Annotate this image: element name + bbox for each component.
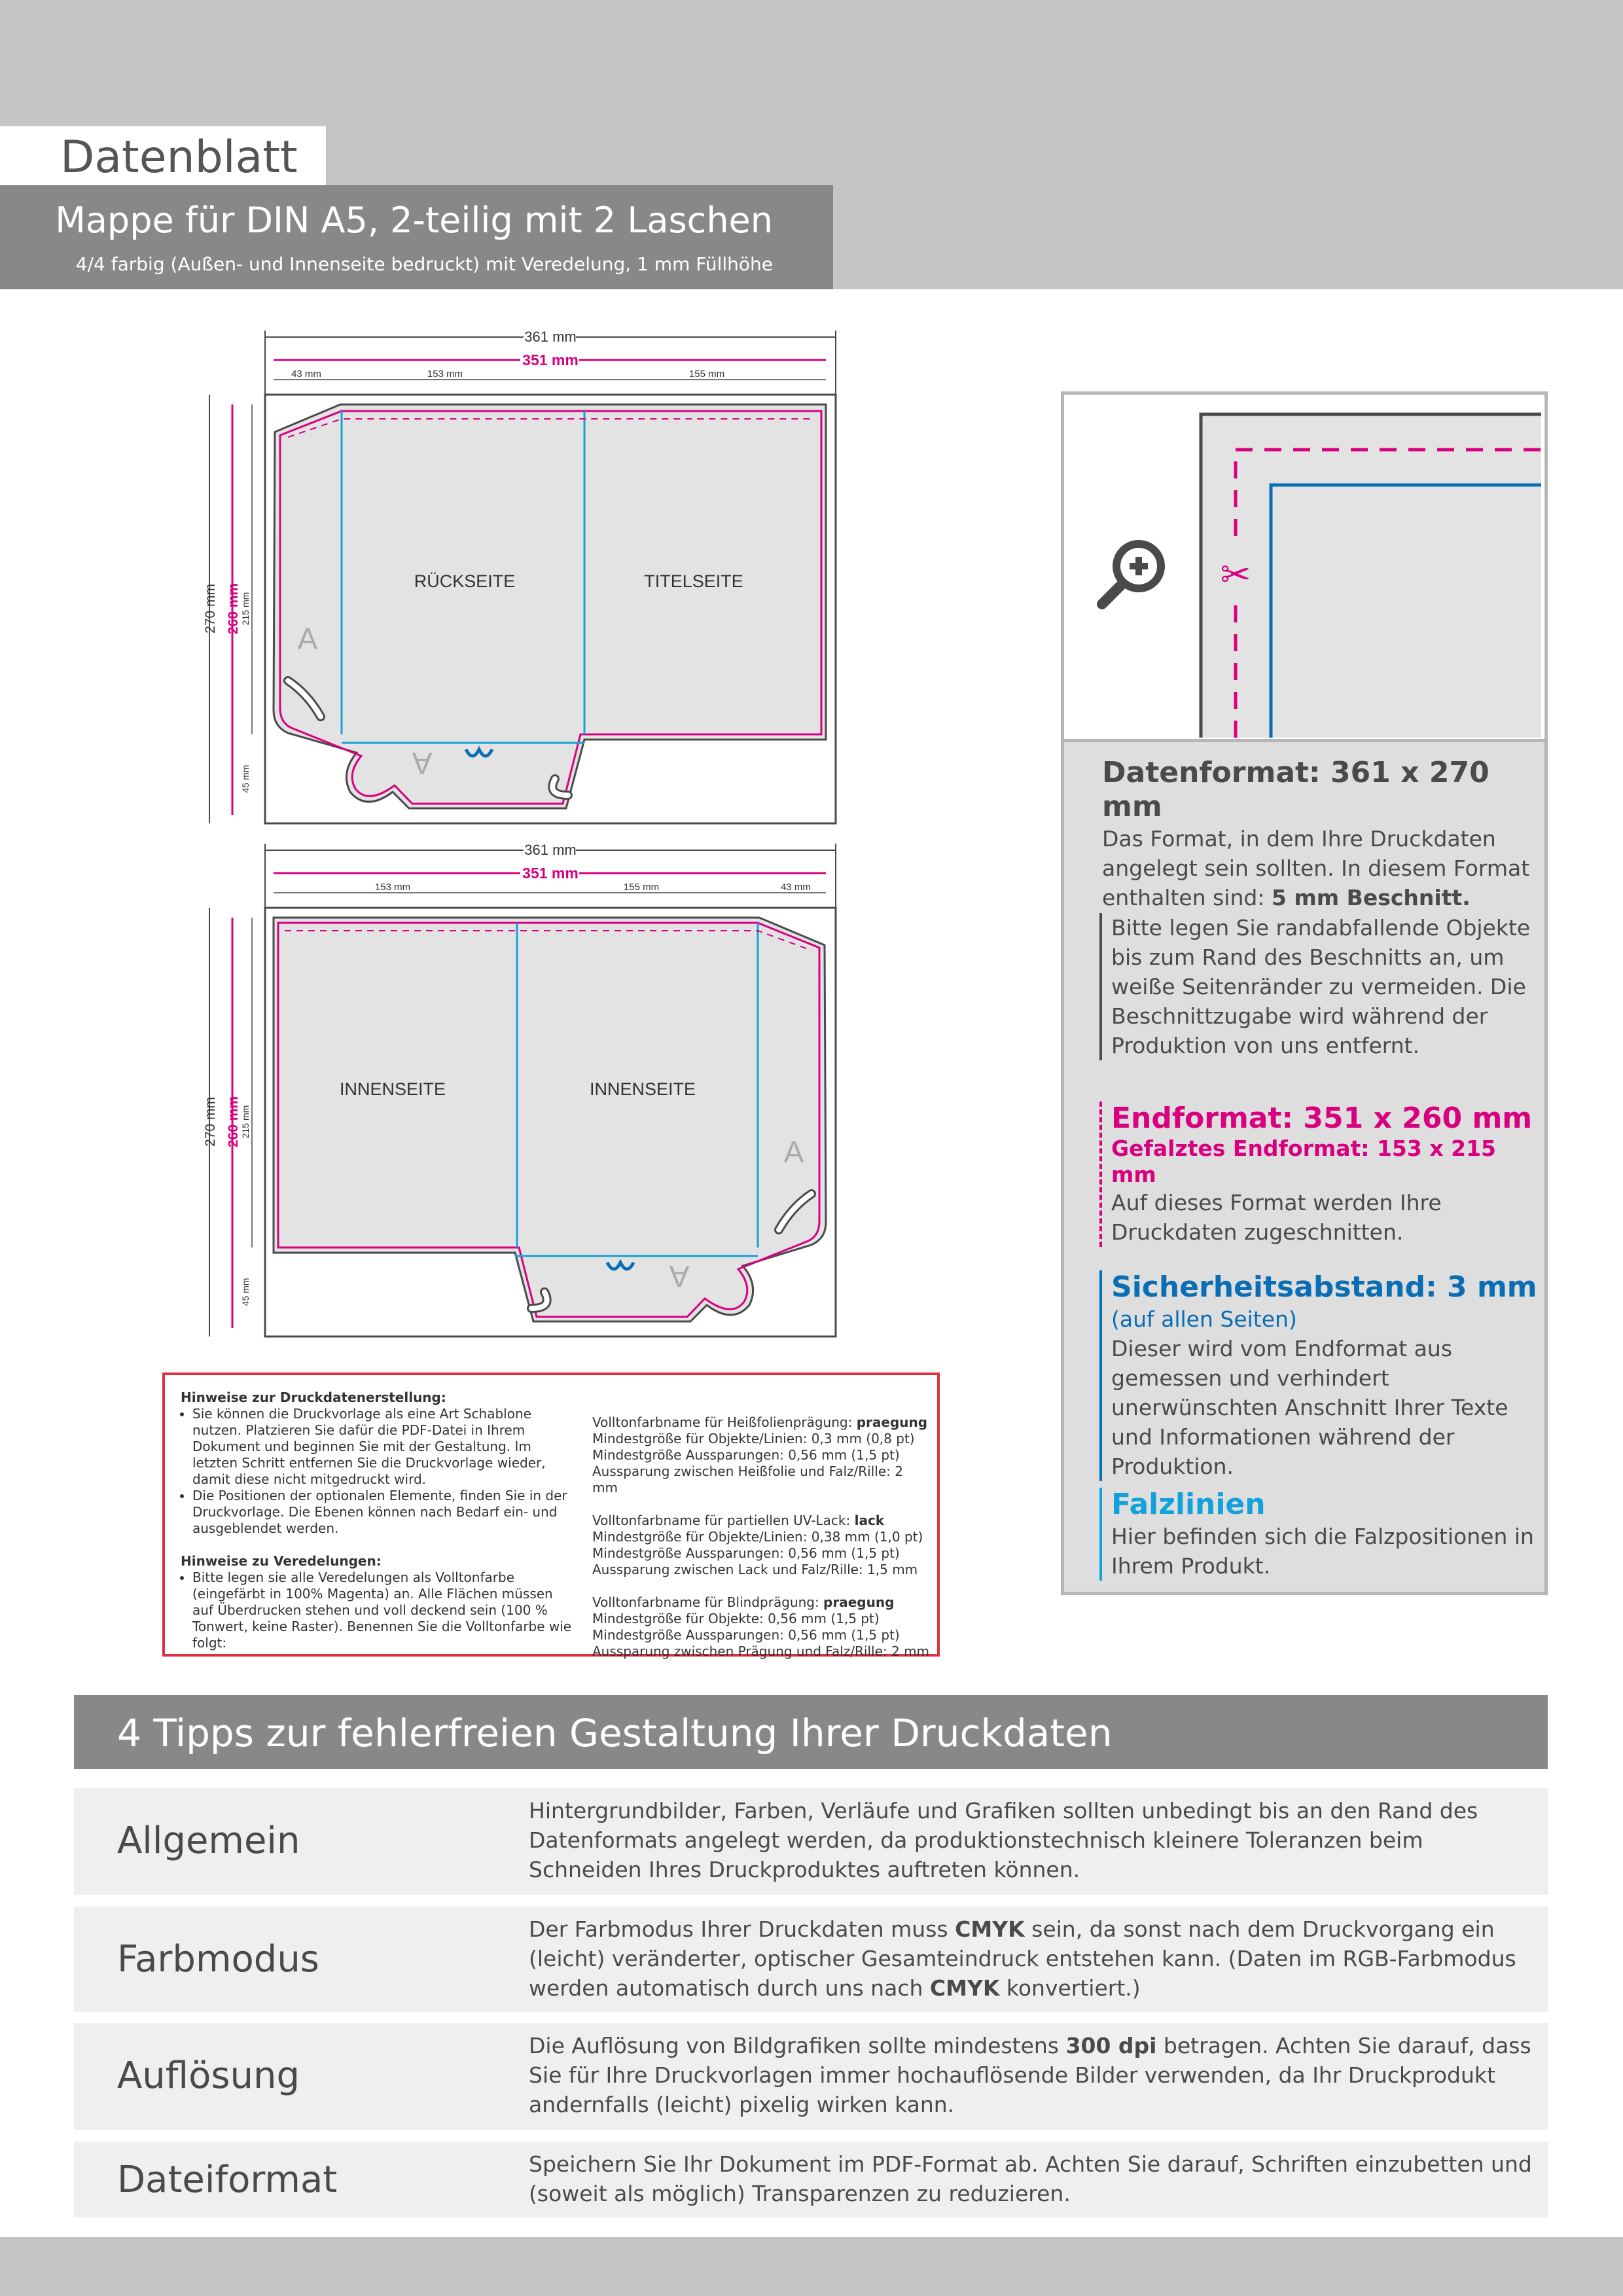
tip-row-dateiformat (74, 2142, 1548, 2217)
letter-a: A (297, 622, 318, 656)
tip-label: Farbmodus (117, 1938, 319, 1981)
tips-title: 4 Tipps zur fehlerfreien Gestaltung Ihrer Druckdaten (117, 1711, 1113, 1755)
dim-right: 155 mm (688, 368, 725, 380)
dim-height-fold: 215 mm (240, 1105, 251, 1139)
tips-header (74, 1695, 1548, 1769)
dim-left: 43 mm (291, 368, 321, 380)
legend-panel (1061, 391, 1548, 1595)
dim-total: 361 mm (524, 842, 577, 858)
page-title: Mappe für DIN A5, 2-teilig mit 2 Laschen (55, 200, 773, 241)
hot-foil-line: Mindestgröße Aussparungen: 0,56 mm (1,5 pt) (592, 1447, 900, 1463)
hint-item: • Sie können die Druckvorlage als eine Art Schablone nutzen. Platzieren Sie dafür die PDF-Datei in Ihrem Dokument und beginnen Sie mit der Gestaltung. Im letzten Schritt entfernen Sie die Druckvorlage wieder, damit diese nicht mitgedruckt wird. (192, 1406, 573, 1488)
dim-height-final: 260 mm (226, 583, 241, 635)
hot-foil-line: Aussparung zwischen Heißfolie und Falz/Rille: 2 mm (592, 1463, 903, 1496)
label-back: RÜCKSEITE (414, 571, 516, 591)
footer-band (0, 2237, 1623, 2296)
endformat-block (1099, 1102, 1541, 1247)
letter-a: A (783, 1135, 804, 1169)
endformat-title: Endformat: 351 x 260 mm (1111, 1102, 1533, 1135)
datenformat-block (1102, 756, 1541, 912)
safety-sub: (auf allen Seiten) (1111, 1306, 1297, 1332)
letter-a-flap: A (412, 746, 433, 780)
dim-final: 351 mm (522, 865, 579, 882)
dim-flap: 45 mm (240, 1278, 251, 1306)
dim-left: 153 mm (374, 882, 411, 893)
hint-item: • Die Positionen der optionalen Elemente, finden Sie in der Druckvorlage. Die Ebenen können nach Bedarf ein- und ausgeblendet werden. (192, 1488, 573, 1537)
tip-label: Dateiformat (117, 2159, 338, 2201)
label-inner-left: INNENSEITE (339, 1079, 446, 1099)
dim-right: 43 mm (781, 882, 811, 893)
blind-label: Volltonfarbname für Blindprägung: praegung (592, 1594, 895, 1610)
dim-height-total: 270 mm (203, 584, 218, 634)
tip-row-aufloesung (74, 2023, 1548, 2130)
dieline-outside (203, 327, 836, 823)
tip-text: Die Auflösung von Bildgrafiken sollte mindestens 300 dpi betragen. Achten Sie darauf, dass Sie für Ihre Druckvorlagen immer hochauflösende Bilder verwenden, da Ihr Druckprodukt andernfalls (leicht) pixelig wirken kann. (529, 2033, 1531, 2117)
label-front: TITELSEITE (644, 571, 743, 591)
uv-line: Aussparung zwischen Lack und Falz/Rille: 1,5 mm (592, 1562, 918, 1577)
blind-line: Mindestgröße Aussparungen: 0,56 mm (1,5 pt) (592, 1627, 900, 1643)
dim-height-total: 270 mm (203, 1097, 218, 1147)
scissors-icon: ✂ (1220, 554, 1251, 596)
uv-line: Mindestgröße für Objekte/Linien: 0,38 mm (1,0 pt) (592, 1529, 923, 1545)
endformat-text: Auf dieses Format werden Ihre Druckdaten zugeschnitten. (1111, 1190, 1442, 1245)
folder-outline (274, 918, 826, 1321)
title-box (0, 185, 833, 289)
tip-label: Auflösung (117, 2054, 300, 2097)
datenformat-text: Das Format, in dem Ihre Druckdaten angelegt sein sollten. In diesem Format enthalten sind: 5 mm Beschnitt. (1102, 826, 1530, 910)
datenformat-title: Datenformat: 361 x 270 mm (1102, 756, 1489, 823)
dim-final: 351 mm (522, 351, 579, 368)
dim-flap: 45 mm (240, 764, 251, 793)
safety-text: Dieser wird vom Endformat aus gemessen und verhindert unerwünschten Anschnitt Ihrer Texte und Informationen während der Produktion. (1111, 1336, 1508, 1479)
zoom-detail (1064, 395, 1544, 742)
fold-block (1099, 1488, 1541, 1581)
dim-total: 361 mm (524, 329, 577, 345)
hints-title: Hinweise zur Druckdatenerstellung: (181, 1390, 446, 1405)
dieline-diagrams (0, 289, 982, 1363)
tip-text: Der Farbmodus Ihrer Druckdaten muss CMYK sein, da sonst nach dem Druckvorgang ein (leicht) veränderter, optischer Gesamteindruck entstehen kann. (Daten im RGB-Farbmodus werden automatisch durch uns nach CMYK konvertiert.) (529, 1916, 1516, 2001)
dim-mid: 153 mm (427, 368, 463, 380)
page-subtitle: 4/4 farbig (Außen- und Innenseite bedruckt) mit Veredelung, 1 mm Füllhöhe (75, 253, 773, 275)
finish-title: Hinweise zu Veredelungen: (181, 1553, 382, 1569)
hints-list (181, 1406, 573, 1537)
datasheet-label (0, 126, 326, 186)
dim-height-final: 260 mm (226, 1096, 241, 1148)
safety-title: Sicherheitsabstand: 3 mm (1111, 1270, 1537, 1304)
datasheet-label-text: Datenblatt (60, 132, 298, 183)
dieline-inside (203, 840, 836, 1336)
zoom-illustration (1064, 395, 1544, 739)
bleed-text: Bitte legen Sie randabfallende Objekte bis zum Rand des Beschnitts an, um weiße Seitenränder zu vermeiden. Die Beschnittzugabe wird während der Produktion von uns entfernt. (1111, 915, 1531, 1058)
tip-row-allgemein (74, 1788, 1548, 1895)
hints-right (592, 1414, 933, 1660)
folder-outline (274, 404, 826, 808)
label-inner-right: INNENSEITE (589, 1079, 696, 1099)
blind-line: Aussparung zwischen Prägung und Falz/Rille: 2 mm (592, 1643, 930, 1659)
uv-line: Mindestgröße Aussparungen: 0,56 mm (1,5 pt) (592, 1545, 900, 1561)
endformat-sub: Gefalztes Endformat: 153 x 215 mm (1111, 1136, 1497, 1187)
tip-row-farbmodus (74, 1907, 1548, 2012)
fold-text: Hier befinden sich die Falzpositionen in Ihrem Produkt. (1111, 1524, 1534, 1579)
hot-foil-line: Mindestgröße für Objekte/Linien: 0,3 mm (0,8 pt) (592, 1431, 915, 1446)
fold-title: Falzlinien (1111, 1488, 1266, 1521)
tip-text: Speichern Sie Ihr Dokument im PDF-Format ab. Achten Sie darauf, Schriften einzubetten und (soweit als möglich) Transparenzen zu reduzieren. (529, 2151, 1532, 2206)
finish-item: • Bitte legen sie alle Veredelungen als Volltonfarbe (eingefärbt in 100% Magenta) an. Alle Flächen müssen auf Überdrucken stehen und voll deckend sein (100 % Tonwert, keine Raster). Benennen Sie die Volltonfarbe wie folgt: (192, 1570, 573, 1651)
magnifier-icon (1102, 540, 1165, 604)
safety-block (1099, 1270, 1541, 1481)
hints-left (181, 1390, 573, 1651)
hints-box (162, 1372, 940, 1657)
dim-height-fold: 215 mm (240, 592, 251, 626)
blind-line: Mindestgröße für Objekte: 0,56 mm (1,5 pt) (592, 1611, 880, 1626)
bleed-block (1099, 913, 1541, 1060)
finish-list (181, 1570, 573, 1651)
tip-text: Hintergrundbilder, Farben, Verläufe und Grafiken sollten unbedingt bis an den Rand des Datenformats angelegt werden, da produktionstechnisch kleinere Toleranzen beim Schneiden Ihres Druckproduktes auftreten können. (529, 1798, 1478, 1882)
dim-mid: 155 mm (623, 882, 660, 893)
uv-label: Volltonfarbname für partiellen UV-Lack: lack (592, 1513, 885, 1528)
hot-foil-label: Volltonfarbname für Heißfolienprägung: praegung (592, 1414, 928, 1430)
tip-label: Allgemein (117, 1820, 300, 1862)
letter-a-flap: A (669, 1259, 690, 1293)
